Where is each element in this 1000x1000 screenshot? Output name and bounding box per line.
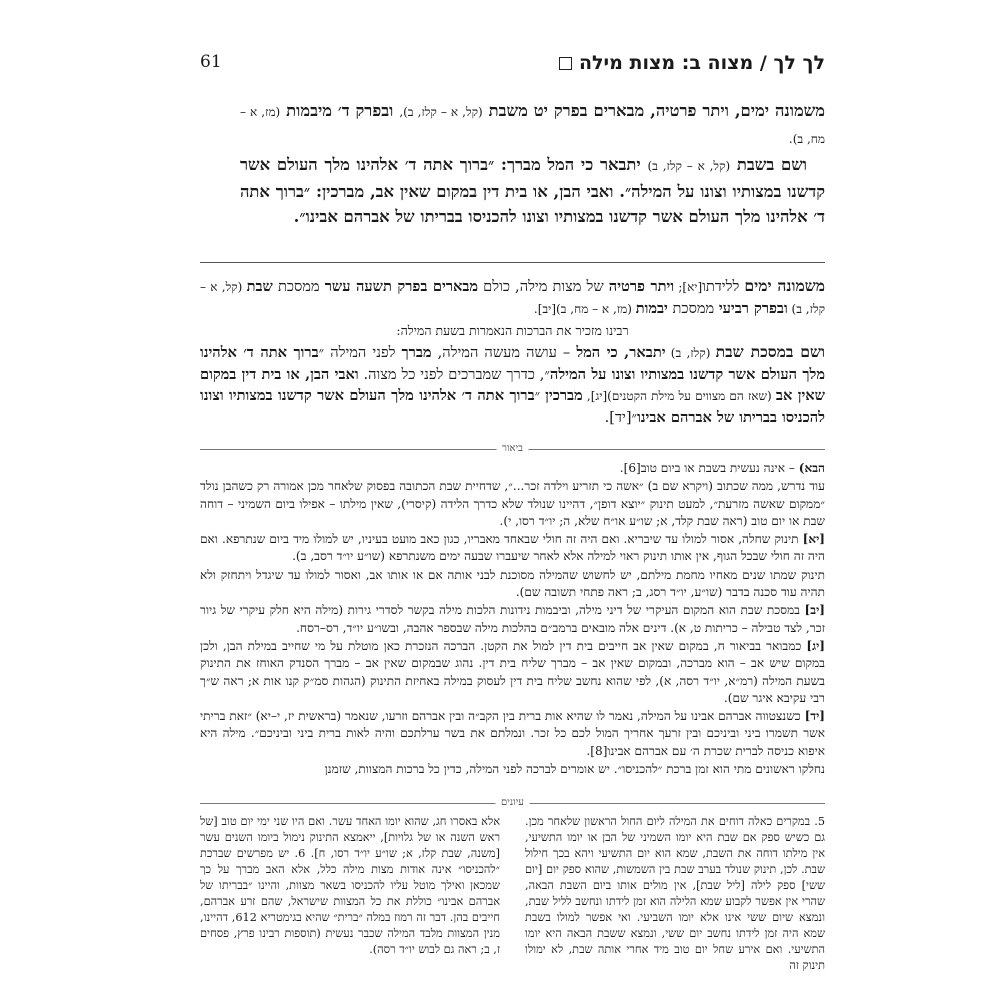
page-header [200,52,825,80]
lemma: משמונה ימים [744,276,825,295]
lemma: ואבי הבן, או בית דין במקום שאין אב [200,366,825,404]
source-citation: (שאז הם מצווים על מילת הקטנים)[יג], [582,389,776,403]
divider-label: עיונים [495,796,530,810]
main-text-line: ובפרק ד׳ מיבמות [280,101,394,120]
main-text-line: משמונה ימים, ויתר פרטיה, מבארים בפרק יט משבת [482,101,825,120]
square-bullet-icon [559,57,572,70]
note-paragraph [200,567,825,602]
footnote-text: אלא באסרו חג, שהוא יומו האחד עשר. ואם היו שני ימי יום טוב [של ראש השנה או של גלויות], ייאמצא התינוק נימול ביומו השנים עשר [משנה, שבת קלז, א; שו״ע יו״ד רסו, ח]. 6. יש מפרשים שברכת ״להכניסו״ אינה אודות מצות מילה כלל, אלא האב מברך על כך שמכאן ואילך מוטל עליו להכניסו בשאר מצוות, והיינו ״בבריתו של אברהם אבינו״ כוללת את כל המצוות שישראל, שהם זרע אברהם, חייבים בהן. דבר זה רמוז במלה ״ברית״ שהיא בגימטריא 612, דהיינו, מנין המצוות מלבד המילה שכבר נעשית (תוספות רבינו פרץ, פסחים ז, ב; ראה גם לבוש יו״ד רסה). [200,815,500,956]
note-paragraph [200,708,825,760]
lemma: ובפרק רביעי [718,300,788,317]
source-citation: (מז, א – מח, ב). [240,105,825,146]
note-label: [יא] [802,532,825,547]
main-text-para1 [240,98,825,152]
note-ref: [יא]; [674,280,703,294]
lemma: שבת [246,278,273,295]
note-text: כשנצטווה אברהם אבינו על המילה, נאמר לו שהיא אות ברית בין הקב״ה ובין אברהם וזרעו, שנאמר (בראשית יז, י–יא) ״זאת בריתי אשר תשמרו ביני וביניכם ובין זרעך אחריך המול לכם כל זכר. ונמלתם את בשר ערלתכם והיה לאות ברית ביני וביניכם״. מילה היא איפוא כניסה לברית שכרת ה׳ עם אברהם אבינו[8]. [200,709,825,758]
iyunim-divider [200,796,825,810]
note-text: כמבואר בביאור ח, במקום שאין אב חייבים בית דין למול את הקטן. הברכה הנזכרת כאן מוטלת על מי שחייב במילת הבן, ולכן במקום שיש אב – הוא מברכה, ובמקום שאין אב – מברך שליח בית דין. נהוג שבמקום שאין אב – מברך הסנדק האוחז את התינוק בשעת המילה (רמ״א, יו״ד רסה, א), לפי שהוא נחשב שליח בית דין לעסוק במילה באחיזת התינוק (הגהות סמ״ק קנו אות א; ראה ש״ך רבי עקיבא איגר שם). [200,638,825,705]
note-text: נחלקו ראשונים מתי הוא זמן ברכת ״להכניסו״. יש אומרים לברכה לפני המילה, כדין כל ברכות המצוות, שזמנן [324,762,825,777]
note-label: [יב] [804,603,825,618]
note-label: הבא) [798,461,825,475]
running-title [559,52,825,74]
main-text-para2 [240,152,825,229]
note-paragraph [200,478,825,530]
note-label: [יד] [804,709,825,724]
note-text: תינוק שמתו שנים מאחיו מחמת מילתם, יש לחשוש שהמילה מסוכנת לבני אותה אם או אותו אב, ואסור למולו עד שיגדל ויתחזק ולא תהיה עוד סכנה בדבר (שו״ע, יו״ד רסג, ב; ראה פתחי תשובה שם). [200,567,825,600]
lemma: יתבאר, כי המל [576,344,666,361]
lemma: יבמות [635,300,668,317]
note-text: תינוק שחלה, אסור למולו עד שיבריא. ואם היה זה חולי שבאחד מאבריו, כגון כאב מועט בעיניו, יש למולו מיד ביום שנתרפא. ואם היה זה חולי שבכל הגוף, אין אותו תינוק ראוי למילה אלא לאחר שיעברו שבעה ימים משנתרפא (שו״ע יו״ד רסב, ב). [200,532,825,564]
note-label: [יג] [806,638,825,653]
lemma: ושם במסכת שבת [715,342,825,361]
biur-notes [200,460,825,779]
source-citation: (קלז, ב) [665,346,716,360]
note-text: עוד נדרש, ממה שכתוב (ויקרא שם ב) ״אשה כי תזריע וילדה זכר...״, שדחיית שבת הכתובה בפסוק שלאחר מכן אמורה רק כשהבן נולד ״ממקום שאשה מזרעת״, למעט תינוק ״יוצא דופן״, דהיינו שנולד שלא כדרך הלידה (קיסרי), שאין מילתו – אפילו ביום השמיני – דוחה שבת או יום טוב (ראה שבת קלד, א; שו״ע או״ח שלא, ה; יו״ד רסו, י). [200,479,825,528]
biur-divider [200,442,825,456]
lemma: מברכין [545,387,583,404]
commentary-text: לפני המילה ״ [318,344,402,361]
commentary-intro-line: רבינו מזכיר את הברכות הנאמרות בשעת המילה: [396,323,629,338]
note-paragraph [200,602,825,637]
commentary-text: – עושה מעשה המילה, [431,344,577,361]
source-citation: (קל, א – קלז, ב), [399,105,483,119]
footnote-columns [200,814,825,984]
note-text: במסכת שבת הוא המקום העיקרי של דיני מילה, וביבמות נידונות הלכות מילה בקשר לסדרי גירות (מילה היא חלק עיקרי של גיור זכר, לצד טבילה – כריתות ט, א). דינים אלה מובאים ברמב״ם בהלכות מילה שבספר אהבה, ובשו״ע יו״ד, רס–רסח. [200,603,825,635]
source-citation: (קל, א – קלז, ב) [200,280,825,316]
lemma: ויתר פרטיה [608,278,675,295]
commentary-text: ״[יד]. [604,409,638,426]
commentary-text: ללידתו [702,278,745,295]
commentary-text: ״, כדרך שמברכים לפני כל מצוה. [358,366,550,383]
document-page [200,30,825,990]
source-citation: (קל, א – קלז, ב) [647,159,731,173]
source-citation: (מז, א – מח, ב)[יב]. [533,302,636,316]
commentary-text: ״ [534,387,546,404]
footnote-column-left [200,814,500,958]
note-paragraph [200,531,825,566]
header-title: לך לך / מצוה ב: מצות מילה [578,52,825,74]
note-paragraph [200,460,825,477]
note-paragraph [200,761,825,778]
commentary-para1 [200,275,825,320]
page-number: 61 [200,52,222,72]
commentary-text: של מצות מילה, כולם [478,278,609,295]
lemma: מברך [401,344,432,361]
footnote-column-right [525,814,825,974]
main-text-line: ושם בשבת [730,155,808,174]
commentary-block [200,275,825,428]
main-text-block [240,98,825,229]
main-text-line: יתבאר כי המל מברך: ״ברוך אתה ד׳ אלהינו מלך העולם אשר קדשנו במצותיו וצונו על המילה״. ואבי הבן, או בית דין במקום שאין אב, מברכין: ״ברוך אתה ד׳ אלהינו מלך העולם אשר קדשנו במצותיו וצונו להכניסו בבריתו של אברהם אבינו״. [240,155,825,226]
note-text: – אינה נעשית בשבת או ביום טוב[6]. [619,461,799,475]
commentary-text: ממסכת [272,278,325,295]
commentary-text: ממסכת [667,300,719,317]
footnote-text: 5. במקרים כאלה דוחים את המילה ליום החול הראשון שלאחר מכן. גם כשיש ספק אם שבת היא יומו השמיני של הבן או יומו התשיעי, אין מילתו דוחה את השבת, שמא הוא יום התשיעי ויהא בכך חילול שבת. לכן, תינוק שנולד בערב שבת בין השמשות, שהוא ספק יום [יום ששי] ספק לילה [ליל שבת], אין מולים אותו ביום השבת הבאה, שהרי אין אפשר לקבוע שמא הלילה הוא זמן לידתו ונחשב לליל שבת, ונמצא שיום ששי אינו אלא יומו השביעי. ואי אפשר למולו בשבת שמא היה זמן לידתו נחשב יום ששי, ונמצא ששבת הבאה היא יומו התשיעי. ואם אירע שחל יום טוב מיד אחרי אותה שבת, לא ימולו תינוק זה [525,815,825,972]
lemma: ברוך אתה ד׳ אלהינו מלך העולם אשר קדשנו במצותיו וצונו על המילה [200,344,825,383]
divider-label: ביאור [496,442,529,456]
lemma: ברוך אתה ד׳ אלהינו מלך העולם אשר קדשנו במצותיו וצונו להכניסו בבריתו של אברהם אבינו [200,387,825,426]
lemma: מבארים בפרק תשעה עשר [324,278,479,295]
note-paragraph [200,638,825,707]
commentary-para3 [200,341,825,428]
section-rule [200,262,825,263]
